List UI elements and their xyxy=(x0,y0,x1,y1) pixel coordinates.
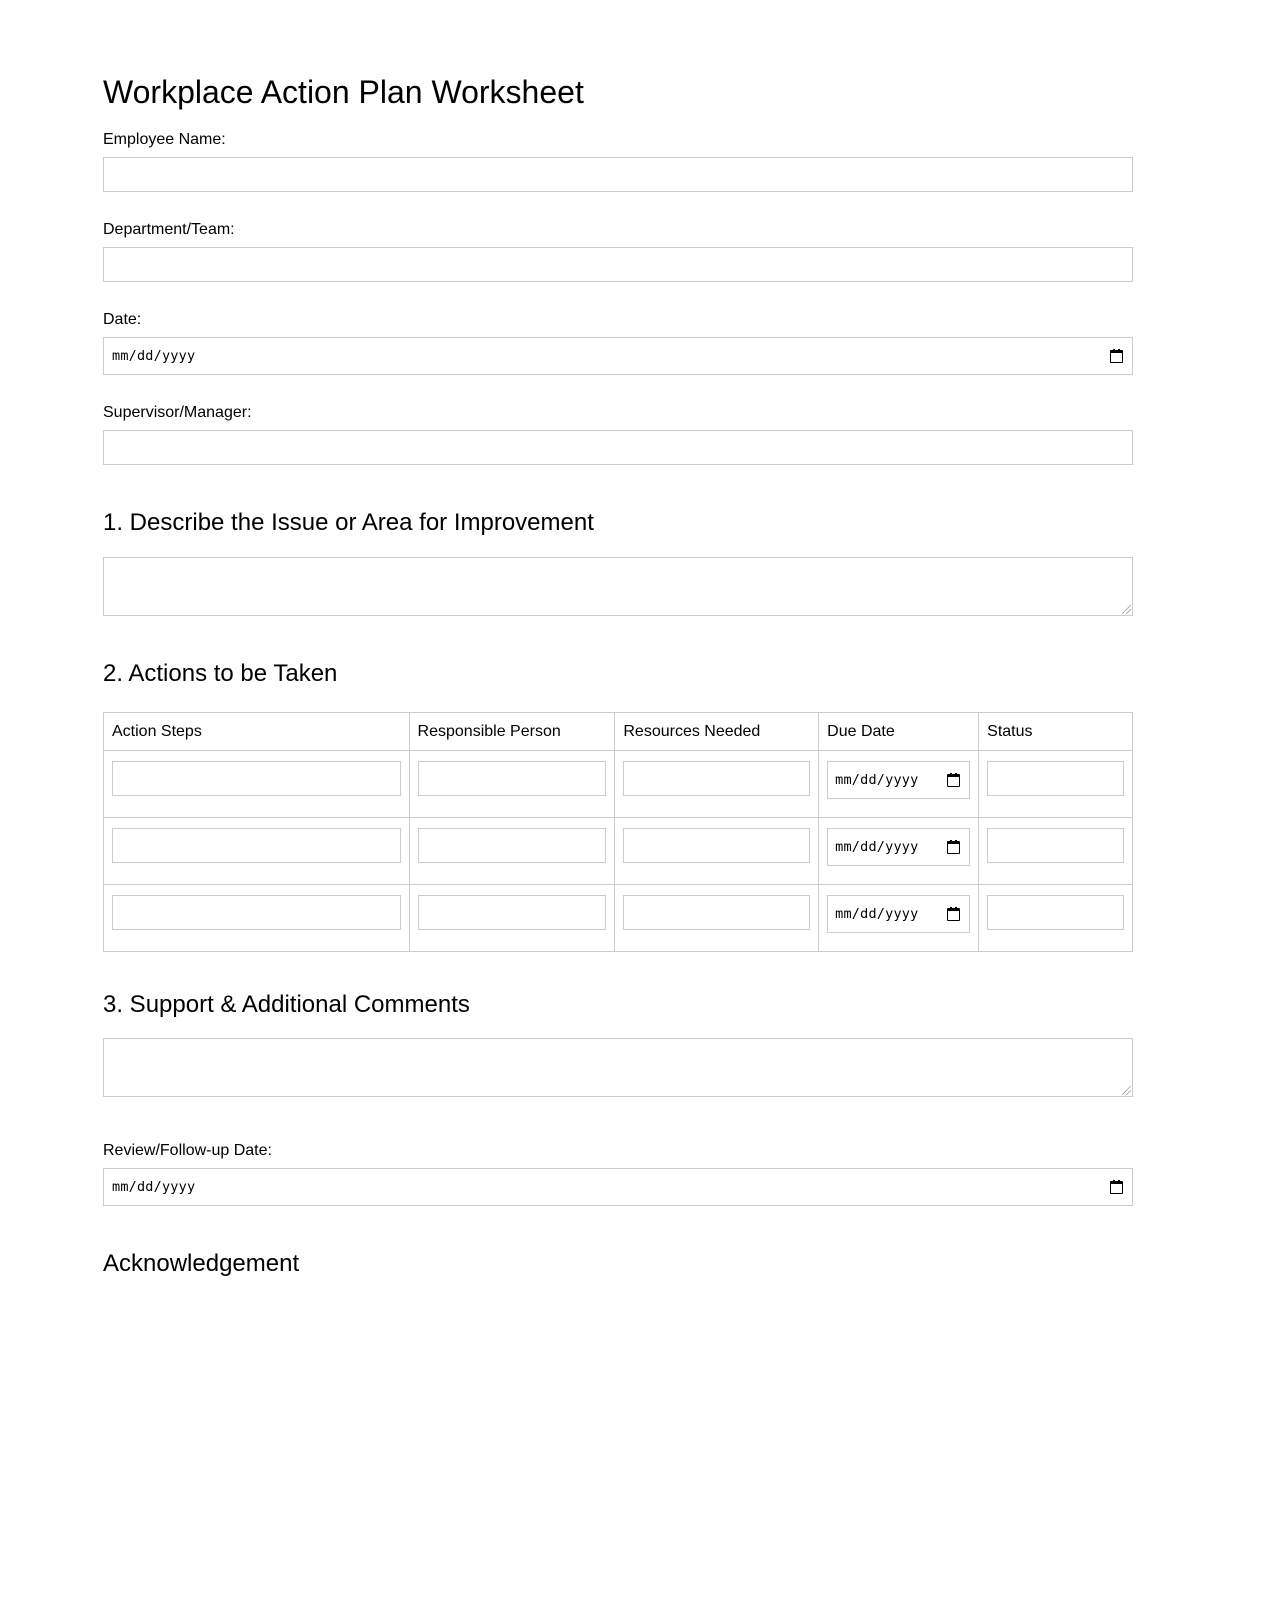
resize-handle-icon[interactable] xyxy=(1122,605,1131,614)
responsible-person-input[interactable] xyxy=(418,828,607,863)
column-header-status: Status xyxy=(979,713,1133,751)
resources-needed-input[interactable] xyxy=(623,895,810,930)
employee-name-label: Employee Name: xyxy=(103,131,226,148)
column-header-action-steps: Action Steps xyxy=(104,713,410,751)
section-2-heading: 2. Actions to be Taken xyxy=(103,660,338,687)
resize-handle-icon[interactable] xyxy=(1122,1086,1131,1095)
issue-description-textarea[interactable] xyxy=(103,557,1133,616)
due-date-input[interactable] xyxy=(827,895,970,933)
page-title: Workplace Action Plan Worksheet xyxy=(103,74,584,110)
date-placeholder: mm/dd/yyyy xyxy=(112,348,196,364)
responsible-person-input[interactable] xyxy=(418,895,607,930)
resources-needed-input[interactable] xyxy=(623,761,810,796)
actions-table xyxy=(103,712,1133,952)
worksheet-form xyxy=(103,0,1133,1278)
due-date-placeholder: mm/dd/yyyy xyxy=(835,906,919,922)
date-label: Date: xyxy=(103,311,142,328)
table-row xyxy=(104,751,1133,818)
calendar-icon[interactable] xyxy=(1110,349,1123,363)
calendar-icon[interactable] xyxy=(947,840,960,854)
acknowledgement-heading: Acknowledgement xyxy=(103,1250,300,1277)
department-input[interactable] xyxy=(103,247,1133,282)
table-row xyxy=(104,818,1133,885)
section-3-heading: 3. Support & Additional Comments xyxy=(103,991,470,1018)
action-step-input[interactable] xyxy=(112,895,401,930)
due-date-placeholder: mm/dd/yyyy xyxy=(835,772,919,788)
column-header-resources-needed: Resources Needed xyxy=(615,713,819,751)
support-comments-textarea[interactable] xyxy=(103,1038,1133,1097)
column-header-responsible-person: Responsible Person xyxy=(409,713,615,751)
calendar-icon[interactable] xyxy=(947,907,960,921)
column-header-due-date: Due Date xyxy=(819,713,979,751)
due-date-placeholder: mm/dd/yyyy xyxy=(835,839,919,855)
status-input[interactable] xyxy=(987,761,1124,796)
responsible-person-input[interactable] xyxy=(418,761,607,796)
action-step-input[interactable] xyxy=(112,761,401,796)
due-date-input[interactable] xyxy=(827,761,970,799)
section-1-heading: 1. Describe the Issue or Area for Improvement xyxy=(103,509,594,536)
employee-name-input[interactable] xyxy=(103,157,1133,192)
resources-needed-input[interactable] xyxy=(623,828,810,863)
supervisor-input[interactable] xyxy=(103,430,1133,465)
department-label: Department/Team: xyxy=(103,221,235,238)
action-step-input[interactable] xyxy=(112,828,401,863)
table-row xyxy=(104,885,1133,952)
due-date-input[interactable] xyxy=(827,828,970,866)
review-date-label: Review/Follow-up Date: xyxy=(103,1142,272,1159)
date-input[interactable] xyxy=(103,337,1133,375)
status-input[interactable] xyxy=(987,828,1124,863)
supervisor-label: Supervisor/Manager: xyxy=(103,404,252,421)
table-header-row xyxy=(104,713,1133,751)
calendar-icon[interactable] xyxy=(947,773,960,787)
calendar-icon[interactable] xyxy=(1110,1180,1123,1194)
status-input[interactable] xyxy=(987,895,1124,930)
review-date-input[interactable] xyxy=(103,1168,1133,1206)
review-date-placeholder: mm/dd/yyyy xyxy=(112,1179,196,1195)
